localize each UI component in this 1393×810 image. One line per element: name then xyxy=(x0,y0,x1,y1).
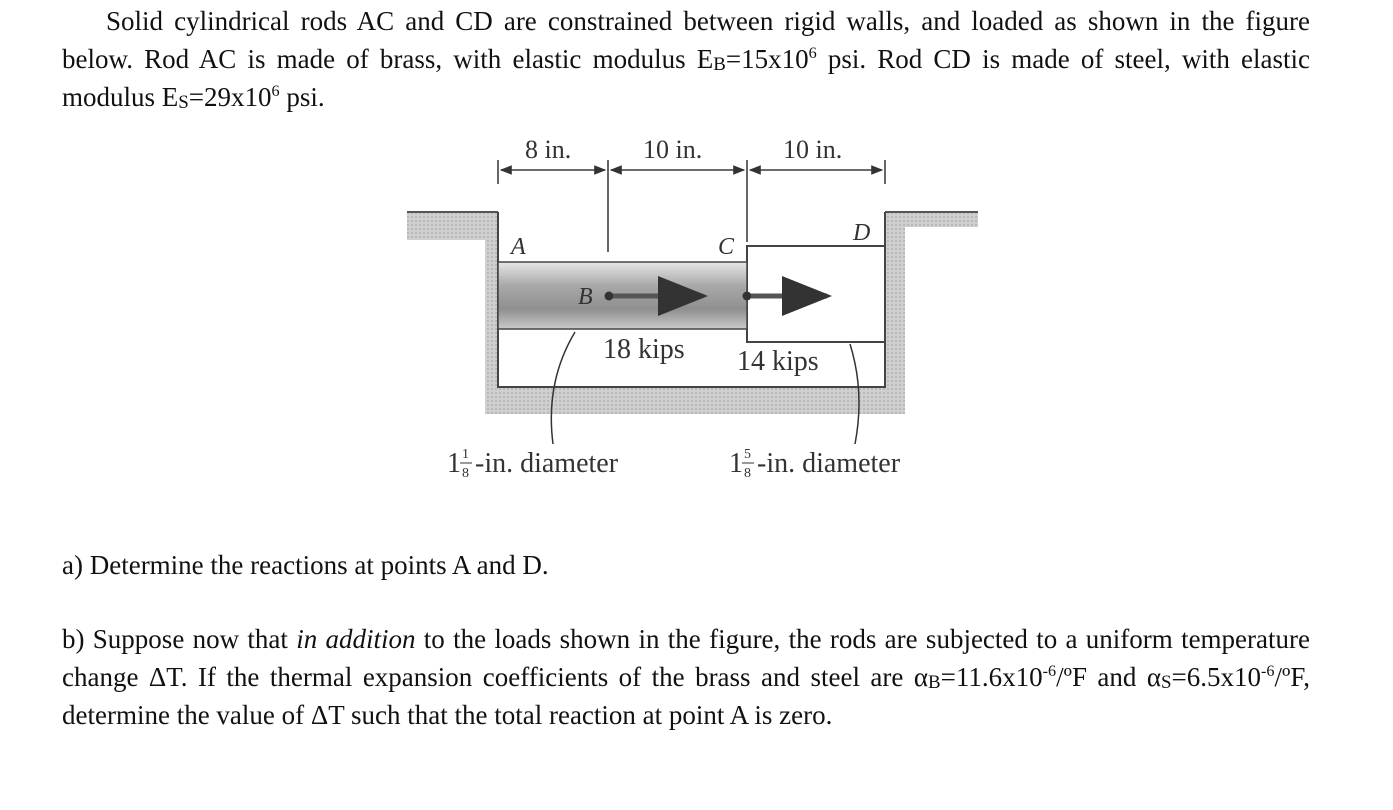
rod-figure xyxy=(395,132,995,492)
svg-text:8: 8 xyxy=(462,466,469,481)
subscript-s: S xyxy=(178,92,189,113)
load-point-b xyxy=(605,292,614,301)
modulus-steel: =29x10 xyxy=(188,82,272,112)
question-a: a) Determine the reactions at points A and D. xyxy=(62,550,549,580)
question-b-text-2: to the loads shown in the figure, the rods are subjected to a uniform temperature change ΔT. If the thermal expansion coefficients of the brass and steel are α xyxy=(62,624,1310,692)
point-label-b: B xyxy=(578,284,593,310)
point-label-c: C xyxy=(718,234,735,260)
alpha-steel: =6.5x10 xyxy=(1171,662,1262,692)
point-label-a: A xyxy=(511,234,526,260)
svg-text:1: 1 xyxy=(462,447,469,462)
diameter-label-right xyxy=(729,447,901,481)
question-b xyxy=(62,620,1310,734)
svg-text:5: 5 xyxy=(744,447,751,462)
alpha-brass-exponent: -6 xyxy=(1042,662,1057,680)
diameter-label-left xyxy=(447,447,619,481)
load-label-14: 14 kips xyxy=(737,346,819,377)
svg-text:-in. diameter: -in. diameter xyxy=(475,448,619,479)
subscript-b: B xyxy=(713,54,726,75)
dim-label-ab: 8 in. xyxy=(525,135,572,164)
load-point-c xyxy=(743,292,752,301)
modulus-brass: =15x10 xyxy=(725,44,809,74)
question-b-text-4: /ºF, determine the value of ΔT such that the total reaction at point A is zero. xyxy=(62,662,1310,730)
intro-text-3: psi. xyxy=(279,82,325,112)
dim-label-bc: 10 in. xyxy=(643,135,703,164)
svg-text:1: 1 xyxy=(447,448,461,479)
point-label-d: D xyxy=(853,220,871,246)
question-b-text-1: b) Suppose now that xyxy=(62,624,297,654)
alpha-brass: =11.6x10 xyxy=(940,662,1043,692)
exponent-steel: 6 xyxy=(271,82,280,100)
svg-text:8: 8 xyxy=(744,466,751,481)
alpha-subscript-b: B xyxy=(928,672,941,693)
intro-text-1: Solid cylindrical rods AC and CD are constrained between rigid walls, and loaded as shown in the figure below. Rod AC is made of brass, with elastic modulus E xyxy=(62,6,1310,74)
load-label-18: 18 kips xyxy=(603,334,685,365)
question-b-emphasis: in addition xyxy=(296,624,416,654)
svg-text:-in. diameter: -in. diameter xyxy=(757,448,901,479)
problem-statement xyxy=(62,2,1310,116)
alpha-subscript-s: S xyxy=(1161,672,1172,693)
question-b-text-3: /ºF and α xyxy=(1056,662,1162,692)
alpha-steel-exponent: -6 xyxy=(1261,662,1275,680)
svg-text:1: 1 xyxy=(729,448,743,479)
intro-text-2: psi. Rod CD is made of steel, with elastic modulus E xyxy=(62,44,1311,112)
dim-label-cd: 10 in. xyxy=(783,135,843,164)
exponent-brass: 6 xyxy=(808,44,817,62)
